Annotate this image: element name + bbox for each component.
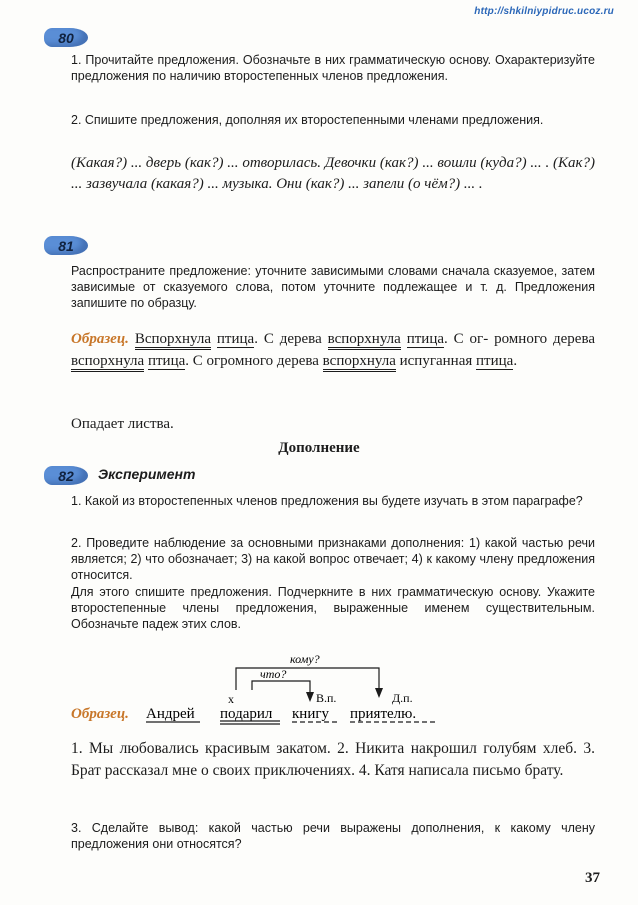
predicate: Вспорхнула — [135, 331, 211, 350]
question-label: что? — [260, 667, 287, 681]
main-word-mark: x — [228, 692, 234, 706]
sample-word-subject: Андрей — [146, 706, 195, 722]
exercise-number: 82 — [58, 467, 74, 484]
subject: птица — [476, 353, 514, 369]
ex80-text: (Какая?) ... дверь (как?) ... отворилась. Девочки (как?) ... вошли (куда?) ... . (Как?) ... зазвучала (какая?) ... музыка. Они (как?) ... запели (о чём?) ... . — [71, 155, 595, 192]
sample-label: Образец. — [71, 706, 129, 722]
predicate: вспорхнула — [71, 353, 144, 372]
ex81-given-sentence: Опадает листва. — [71, 416, 174, 432]
subject: птица — [147, 353, 186, 369]
predicate: вспорхнула — [328, 331, 401, 350]
subject: птица — [216, 331, 255, 347]
ex80-task2: 2. Спишите предложения, дополняя их второстепенными членами предложения. — [71, 113, 544, 127]
sample-word-predicate: подарил — [220, 706, 273, 722]
predicate: вспорхнула — [323, 353, 396, 372]
sample-label: Образец. — [71, 331, 129, 347]
sample-word-object: приятелю. — [350, 706, 417, 722]
sample-text: С огромного дерева — [192, 353, 319, 369]
question-label: кому? — [290, 652, 320, 666]
question-arrow-whom — [236, 668, 379, 690]
ex82-task2b: Для этого спишите предложения. Подчеркните в них грамматическую основу. Укажите второстепенные члены предложения, выраженные именем существительным. Обозначьте падеж этих слов. — [71, 585, 595, 631]
ex82-sentences: 1. Мы любовались красивым закатом. 2. Никита накрошил голубям хлеб. 3. Брат рассказал мне о своих приключениях. 4. Катя написала письмо брату. — [71, 740, 595, 779]
arrow-head-icon — [375, 688, 383, 698]
ex80-task1: 1. Прочитайте предложения. Обозначьте в них грамматическую основу. Охарактеризуйте предложения по наличию второстепенных членов предложения. — [71, 53, 595, 83]
ex81-sample: Образец. Вспорхнула птица. С дерева вспорхнула птица. С ог- ромного дерева вспорхнула птица. С огромного дерева вспорхнула испуганная птица. — [71, 328, 595, 372]
case-label: Д.п. — [392, 691, 413, 705]
ex81-task: Распространите предложение: уточните зависимыми словами сначала сказуемое, затем зависимые от сказуемого слова, потом уточните подлежащее и т. д. Предложения запишите по образцу. — [71, 264, 595, 310]
arrow-head-icon — [306, 692, 314, 702]
sample-text: испуганная — [399, 353, 473, 369]
case-label: В.п. — [316, 691, 337, 705]
ex82-task1: 1. Какой из второстепенных членов предложения вы будете изучать в этом параграфе? — [71, 494, 583, 508]
sample-text: С дерева — [263, 331, 322, 347]
sample-text: ромного дерева — [494, 331, 595, 347]
source-url[interactable]: http://shkilniypidruc.ucoz.ru — [474, 6, 614, 17]
question-arrow-what — [252, 681, 310, 692]
section-title: Дополнение — [278, 440, 360, 456]
ex82-task2: 2. Проведите наблюдение за основными признаками дополнения: 1) какой частью речи является; 2) что обозначает; 3) на какой вопрос отвечает; 4) к какому члену предложения относится. — [71, 536, 595, 582]
sample-text: С ог- — [453, 331, 489, 347]
page-number: 37 — [585, 870, 600, 886]
exercise-number: 81 — [58, 237, 74, 254]
sample-word-object: книгу — [292, 706, 329, 722]
exercise-number: 80 — [58, 29, 74, 46]
subject: птица — [406, 331, 445, 347]
ex82-task3: 3. Сделайте вывод: какой частью речи выражены дополнения, к какому члену предложения они относятся? — [71, 821, 595, 851]
exercise-title: Эксперимент — [98, 466, 196, 482]
